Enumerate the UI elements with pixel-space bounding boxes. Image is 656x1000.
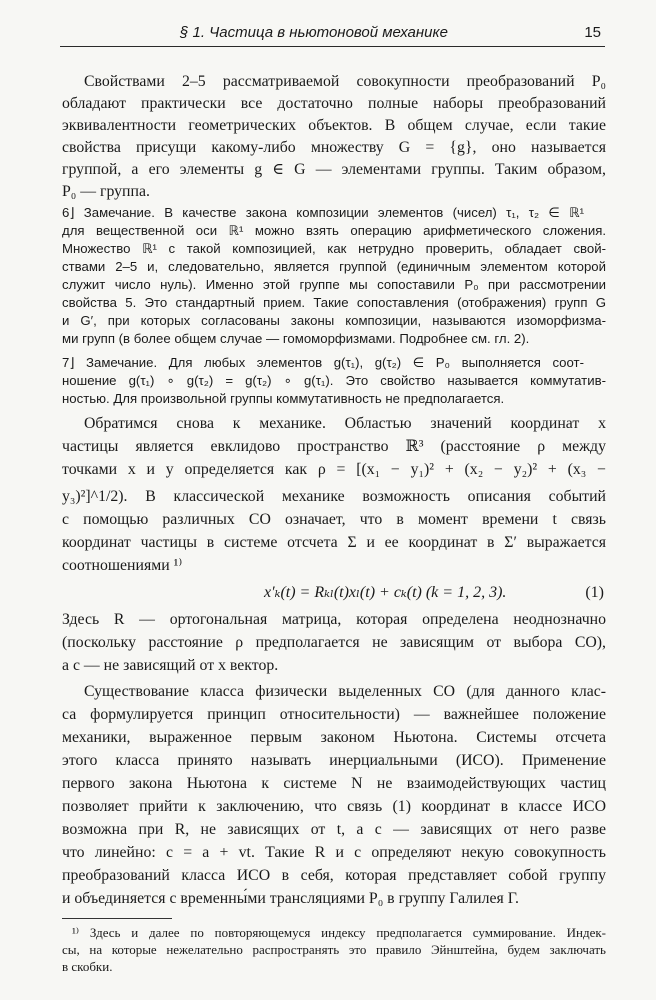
equation-body: x′ₖ(t) = Rₖₗ(t)xₗ(t) + cₖ(t) (k = 1, 2, 3).	[264, 584, 507, 601]
text-line: Обратимся снова к механике. Областью значений координат x	[84, 415, 606, 432]
footnote-rule	[62, 918, 172, 919]
text-line: 6⌋ Замечание. В качестве закона композиции элементов (чисел) τ₁, τ₂ ∈ ℝ¹	[62, 205, 584, 220]
text-line: свойства 5. Это стандартный прием. Такие сопоставления (отображения) групп G	[62, 295, 606, 310]
text-line: эквивалентности геометрических объектов. В общем случае, если такие	[62, 117, 606, 134]
text-line: свойства присущи какому-либо множеству G = {g}, оно называется	[62, 139, 606, 156]
running-title: § 1. Частица в ньютоновой механике	[180, 24, 448, 41]
text-line: и объединяется с временны́ми трансляциями P₀ в группу Галилея Γ.	[62, 890, 519, 907]
page-number: 15	[584, 24, 601, 41]
text-line: механики, выраженное первым законом Ньютона. Системы отсчета	[62, 729, 606, 746]
text-line: ностью. Для произвольной группы коммутативность не предполагается.	[62, 391, 505, 406]
text-line: Множество ℝ¹ с такой композицией, как нетрудно проверить, обладает свой-	[62, 241, 606, 256]
equation-number: (1)	[585, 584, 604, 601]
text-line: и G′, при которых согласованы законы композиции, называются изоморфизма-	[62, 313, 606, 328]
text-line: для вещественной оси ℝ¹ можно взять операцию арифметического сложения.	[62, 223, 606, 238]
text-line: соотношениями ¹⁾	[62, 557, 183, 574]
text-line: возможна при R, не зависящих от t, а c — зависящих от него разве	[62, 821, 606, 838]
text-line: с помощью различных СО означает, что в момент времени t связь	[62, 511, 606, 528]
text-line: преобразований класса ИСО в себя, которая представляет собой группу	[62, 867, 606, 884]
text-line: 7⌋ Замечание. Для любых элементов g(τ₁), g(τ₂) ∈ P₀ выполняется соот-	[62, 355, 584, 370]
text-line: обладают практически все достаточно полные наборы преобразований	[62, 95, 606, 112]
text-line: са формулируется принцип относительности) — важнейшее положение	[62, 706, 606, 723]
text-line: Здесь R — ортогональная матрица, которая определена неоднозначно	[62, 611, 606, 628]
text-line: первого закона Ньютона к системе N не взаимодействующих частиц	[62, 775, 606, 792]
text-line: P₀ — группа.	[62, 183, 150, 200]
text-line: частицы является евклидово пространство ℝ³ (расстояние ρ между	[62, 438, 606, 455]
text-line: Существование класса физически выделенных СО (для данного клас-	[84, 683, 606, 700]
text-line: что линейно: c = a + vt. Такие R и c определяют некую совокупность	[62, 844, 606, 861]
text-line: (поскольку расстояние ρ предполагается не зависящим от выбора СО),	[62, 634, 606, 651]
text-line: этого класса принято называть инерциальными (ИСО). Применение	[62, 752, 606, 769]
text-line: Свойствами 2–5 рассматриваемой совокупности преобразований P₀	[84, 73, 606, 90]
text-line: y₃)²]^1/2). В классической механике возможность описания событий	[62, 488, 606, 505]
footnote-line: сы, на которые нежелательно распространять это правило Эйнштейна, будем заключать	[62, 942, 606, 957]
text-line: ствами 2–5 и, следовательно, является группой (единичным элементом которой	[62, 259, 606, 274]
running-header	[60, 24, 605, 47]
text-line: ми групп (в более общем случае — гомоморфизмами. Подробнее см. гл. 2).	[62, 331, 530, 346]
footnote-line: в скобки.	[62, 959, 113, 974]
text-line: ношение g(τ₁) ∘ g(τ₂) = g(τ₂) ∘ g(τ₁). Это свойство называется коммутатив-	[62, 373, 606, 388]
text-line: служит число нуль). Именно этой группе мы сопоставили P₀ при рассмотрении	[62, 277, 606, 292]
text-line: координат частицы в системе отсчета Σ и ее координат в Σ′ выражается	[62, 534, 606, 551]
text-line: точками x и y определяется как ρ = [(x₁ − y₁)² + (x₂ − y₂)² + (x₃ −	[62, 461, 606, 478]
text-line: а c — не зависящий от x вектор.	[62, 657, 279, 674]
footnote-line: ¹⁾ Здесь и далее по повторяющемуся индексу предполагается суммирование. Индек-	[72, 925, 606, 940]
text-line: группой, а его элементы g ∈ G — элементами группы. Таким образом,	[62, 161, 606, 178]
text-line: позволяет прийти к заключению, что связь (1) координат в классе ИСО	[62, 798, 606, 815]
